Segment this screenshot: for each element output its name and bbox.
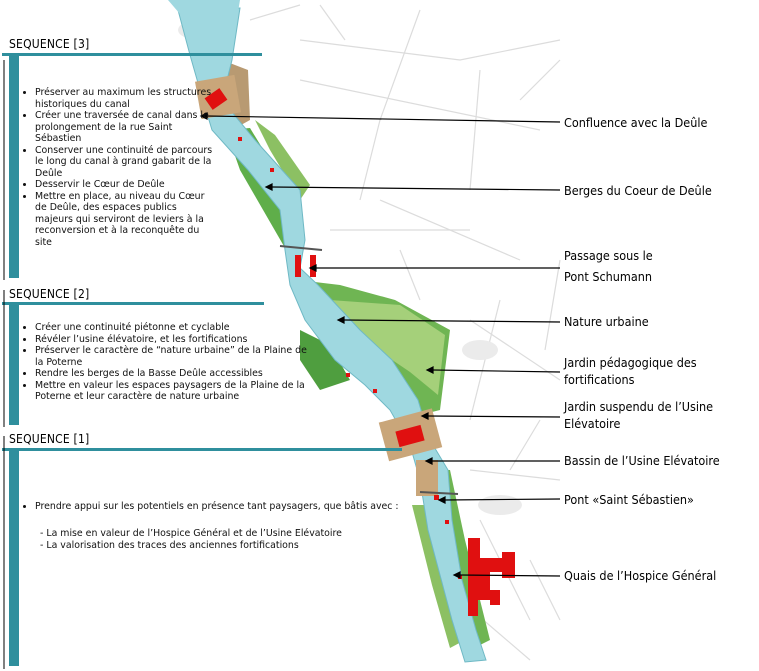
sequence-1-list xyxy=(24,501,435,513)
canal-upper xyxy=(168,0,240,14)
label-jardin-pedagogique-line2: fortifications xyxy=(564,372,635,387)
seq2-v-bar xyxy=(9,305,19,425)
label-jardin-suspendu-line1: Jardin suspendu de l’Usine xyxy=(564,399,714,414)
list-item: • Préserver le caractère de “nature urbaine” de la Plaine de la Poterne xyxy=(35,345,315,368)
label-jardin-suspendu-line2: Elévatoire xyxy=(564,416,621,431)
sequence-1-subitem: - La mise en valeur de l’Hospice Général et de l’Usine Elévatoire xyxy=(40,528,342,539)
seq3-v-bar xyxy=(9,56,19,278)
list-item: • Desservir le Cœur de Deûle xyxy=(35,179,215,191)
list-item: • Mettre en place, au niveau du Cœur de Deûle, des espaces publics majeurs qui serviront de leviers à la reconversion et à la reconquête du site xyxy=(35,191,215,249)
label-bassin: Bassin de l’Usine Elévatoire xyxy=(564,453,720,468)
list-item: • Révéler l’usine élévatoire, et les fortifications xyxy=(35,334,315,346)
sequence-3-list xyxy=(24,87,215,248)
label-passage-line1: Passage sous le xyxy=(564,248,653,263)
label-berges: Berges du Coeur de Deûle xyxy=(564,183,712,198)
list-item: • Préserver au maximum les structures historiques du canal xyxy=(35,87,215,110)
list-item: • Créer une continuité piétonne et cyclable xyxy=(35,322,315,334)
list-item: • Mettre en valeur les espaces paysagers de la Plaine de la Poterne et leur caractère de nature urbaine xyxy=(35,380,315,403)
label-nature-urbaine: Nature urbaine xyxy=(564,314,649,329)
sequence-3-title: SEQUENCE [3] xyxy=(9,37,90,51)
label-passage-line2: Pont Schumann xyxy=(564,269,653,284)
sequence-2-title: SEQUENCE [2] xyxy=(9,287,90,301)
seq3-h-bar xyxy=(2,53,262,56)
seq1-v-bar xyxy=(9,451,19,666)
hospice-general-building xyxy=(468,538,515,616)
label-quais-hospice: Quais de l’Hospice Général xyxy=(564,568,717,583)
label-jardin-pedagogique-line1: Jardin pédagogique des xyxy=(564,355,697,370)
label-pont-saint-sebastien: Pont «Saint Sébastien» xyxy=(564,492,694,507)
seq2-h-bar xyxy=(2,302,264,305)
sequence-1-title: SEQUENCE [1] xyxy=(9,432,90,446)
label-confluence: Confluence avec la Deûle xyxy=(564,115,708,130)
sequence-2-list xyxy=(24,322,315,403)
list-item: • Créer une traversée de canal dans le prolongement de la rue Saint Sébastien xyxy=(35,110,215,145)
seq1-h-bar xyxy=(2,448,402,451)
list-item: • Prendre appui sur les potentiels en présence tant paysagers, que bâtis avec : xyxy=(35,501,435,513)
list-item: • Rendre les berges de la Basse Deûle accessibles xyxy=(35,368,315,380)
sequence-1-subitem: - La valorisation des traces des anciennes fortifications xyxy=(40,540,299,551)
list-item: • Conserver une continuité de parcours le long du canal à grand gabarit de la Deûle xyxy=(35,145,215,180)
